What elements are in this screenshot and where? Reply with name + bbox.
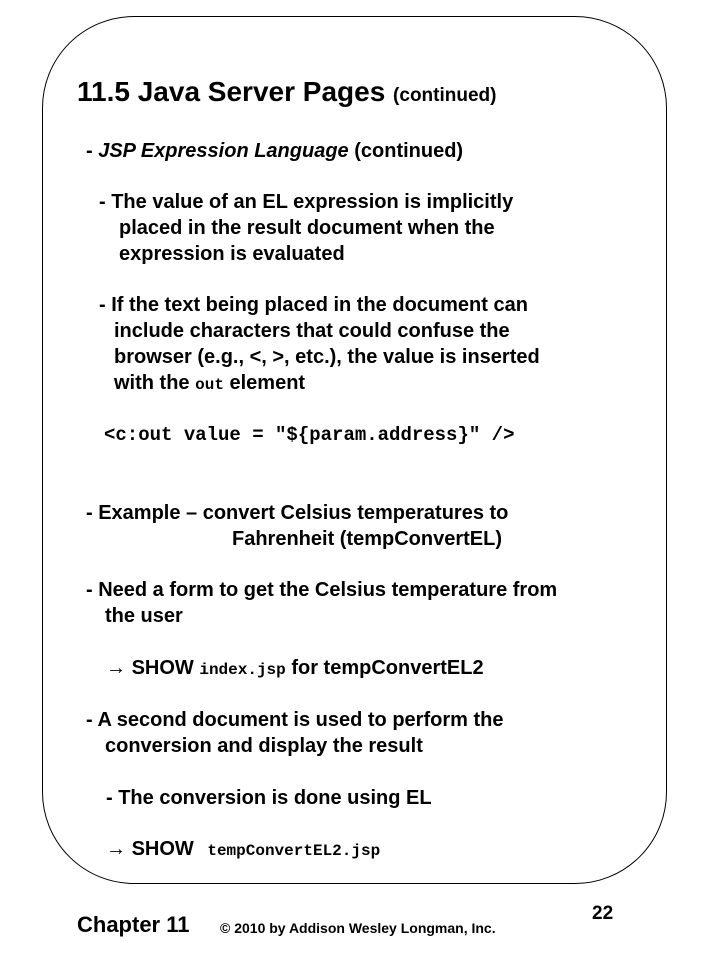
need-form-line2: the user — [105, 605, 183, 627]
page-number: 22 — [592, 903, 614, 924]
section-heading-italic: JSP Expression Language — [98, 140, 349, 162]
second-doc-line2: conversion and display the result — [105, 735, 423, 757]
bullet2-line3: browser (e.g., <, >, etc.), the value is inserted — [114, 346, 540, 368]
footer-chapter: Chapter 11 — [77, 912, 190, 937]
example-line2: Fahrenheit (tempConvertEL) — [232, 528, 503, 550]
section-dash: - — [86, 140, 99, 162]
title-suffix: (continued) — [393, 85, 497, 106]
slide-title — [77, 76, 496, 108]
arrow-right-icon: → — [106, 838, 126, 860]
bullet2-line2: include characters that could confuse the — [114, 320, 510, 342]
second-doc-line1: - A second document is used to perform the — [86, 709, 504, 731]
show-temp-convert — [106, 836, 380, 864]
title-main: 11.5 Java Server Pages — [77, 76, 386, 107]
temp-convert-code: tempConvertEL2.jsp — [207, 842, 381, 860]
need-form-line1: - Need a form to get the Celsius temperature from — [86, 579, 558, 601]
arrow-right-icon: → — [106, 657, 126, 679]
bullet2-line4 — [114, 370, 305, 398]
bullet1-line3: expression is evaluated — [119, 243, 345, 265]
show-label: SHOW — [131, 657, 194, 679]
bullet1-line2: placed in the result document when the — [119, 217, 495, 239]
section-heading — [86, 138, 463, 164]
example-line1: - Example – convert Celsius temperatures to — [86, 502, 509, 524]
index-jsp-code: index.jsp — [199, 661, 286, 679]
bullet2-line4-pre: with the — [114, 372, 196, 394]
bullet2-line1: - If the text being placed in the document can — [99, 294, 528, 316]
out-code: out — [195, 376, 224, 394]
section-heading-suffix: (continued) — [348, 140, 464, 162]
bullet1-line1: - The value of an EL expression is implicitly — [99, 191, 514, 213]
conversion-line: - The conversion is done using EL — [106, 787, 432, 809]
bullet2-line4-post: element — [223, 372, 306, 394]
show-index — [106, 655, 484, 683]
show-label: SHOW — [131, 838, 194, 860]
footer-copyright: © 2010 by Addison Wesley Longman, Inc. — [220, 920, 496, 936]
code-example: <c:out value = "${param.address}" /> — [104, 424, 515, 446]
show-post: for tempConvertEL2 — [291, 657, 484, 679]
